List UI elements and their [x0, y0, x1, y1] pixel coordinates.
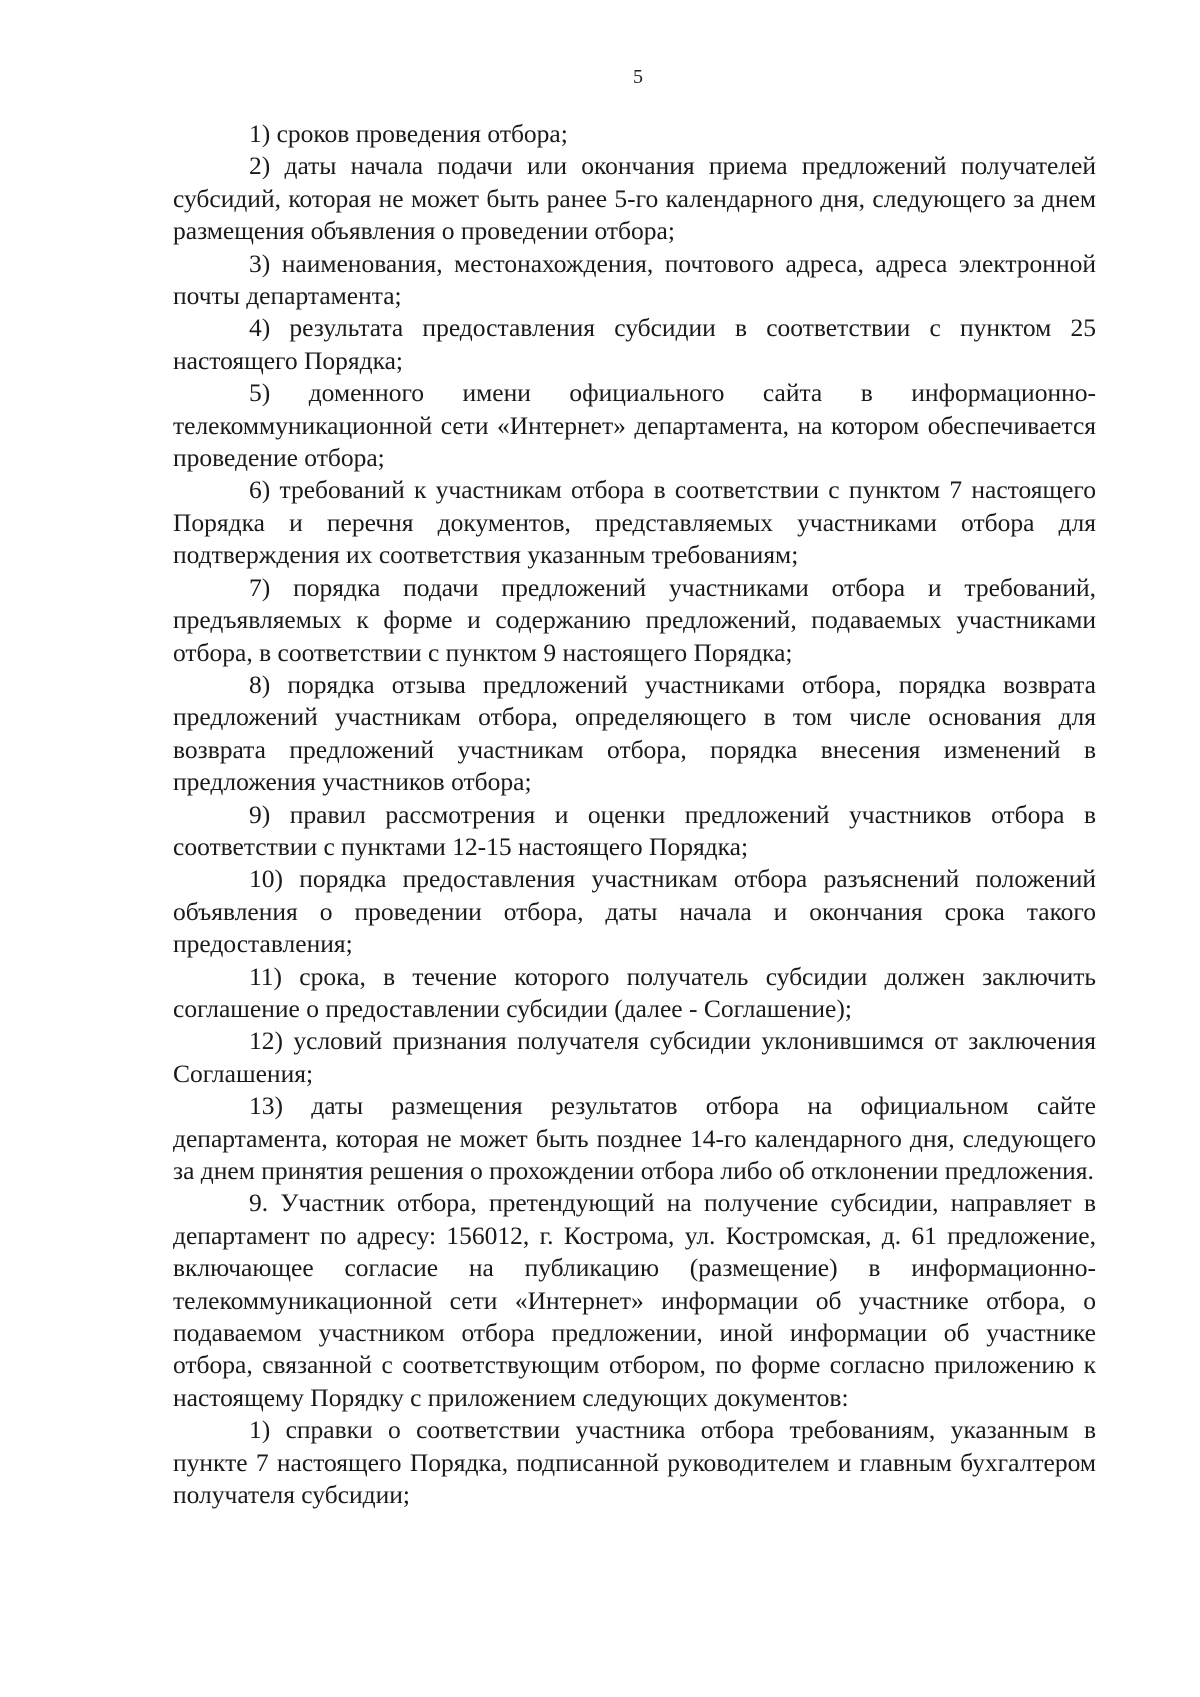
list-item: 1) сроков проведения отбора; — [249, 119, 568, 148]
list-item: 10) порядка предоставления участникам отбора разъяснений положений объявления о проведении отбора, даты начала и окончания срока такого предоставления; — [173, 864, 1096, 959]
list-item: 12) условий признания получателя субсидии уклонившимся от заключения Соглашения; — [173, 1026, 1096, 1088]
list-item: 1) справки о соответствии участника отбора требованиям, указанным в пункте 7 настоящего Порядка, подписанной руководителем и главным бухгалтером получателя субсидии; — [173, 1415, 1096, 1510]
section-paragraph: 9. Участник отбора, претендующий на получение субсидии, направляет в департамент по адресу: 156012, г. Кострома, ул. Костромская, д. 61 предложение, включающее согласие на публикацию (размещение) в информационно-телекоммуникационной сети «Интернет» информации об участнике отбора, о подаваемом участником отбора предложении, иной информации об участнике отбора, связанной с соответствующим отбором, по форме согласно приложению к настоящему Порядку с приложением следующих документов: — [173, 1188, 1096, 1412]
list-item: 5) доменного имени официального сайта в информационно-телекоммуникационной сети «Интернет» департамента, на котором обеспечивается проведение отбора; — [173, 378, 1096, 473]
list-item: 4) результата предоставления субсидии в соответствии с пунктом 25 настоящего Порядка; — [173, 313, 1096, 375]
document-body — [173, 118, 1096, 1511]
page-number: 5 — [633, 66, 643, 88]
list-item: 9) правил рассмотрения и оценки предложений участников отбора в соответствии с пунктами 12-15 настоящего Порядка; — [173, 799, 1096, 861]
list-item: 2) даты начала подачи или окончания приема предложений получателей субсидий, которая не может быть ранее 5-го календарного дня, следующего за днем размещения объявления о проведении отбора; — [173, 151, 1096, 246]
list-item: 13) даты размещения результатов отбора на официальном сайте департамента, которая не может быть позднее 14-го календарного дня, следующего за днем принятия решения о прохождении отбора либо об отклонении предложения. — [173, 1091, 1096, 1185]
list-item: 8) порядка отзыва предложений участниками отбора, порядка возврата предложений участникам отбора, определяющего в том числе основания для возврата предложений участникам отбора, порядка внесения изменений в предложения участников отбора; — [173, 669, 1096, 797]
list-item: 7) порядка подачи предложений участниками отбора и требований, предъявляемых к форме и содержанию предложений, подаваемых участниками отбора, в соответствии с пунктом 9 настоящего Порядка; — [173, 572, 1096, 667]
list-item: 11) срока, в течение которого получатель субсидии должен заключить соглашение о предоставлении субсидии (далее - Соглашение); — [173, 961, 1096, 1023]
list-item: 3) наименования, местонахождения, почтового адреса, адреса электронной почты департамента; — [173, 248, 1096, 311]
list-item: 6) требований к участникам отбора в соответствии с пунктом 7 настоящего Порядка и перечня документов, представляемых участниками отбора для подтверждения их соответствия указанным требованиям; — [173, 475, 1096, 570]
